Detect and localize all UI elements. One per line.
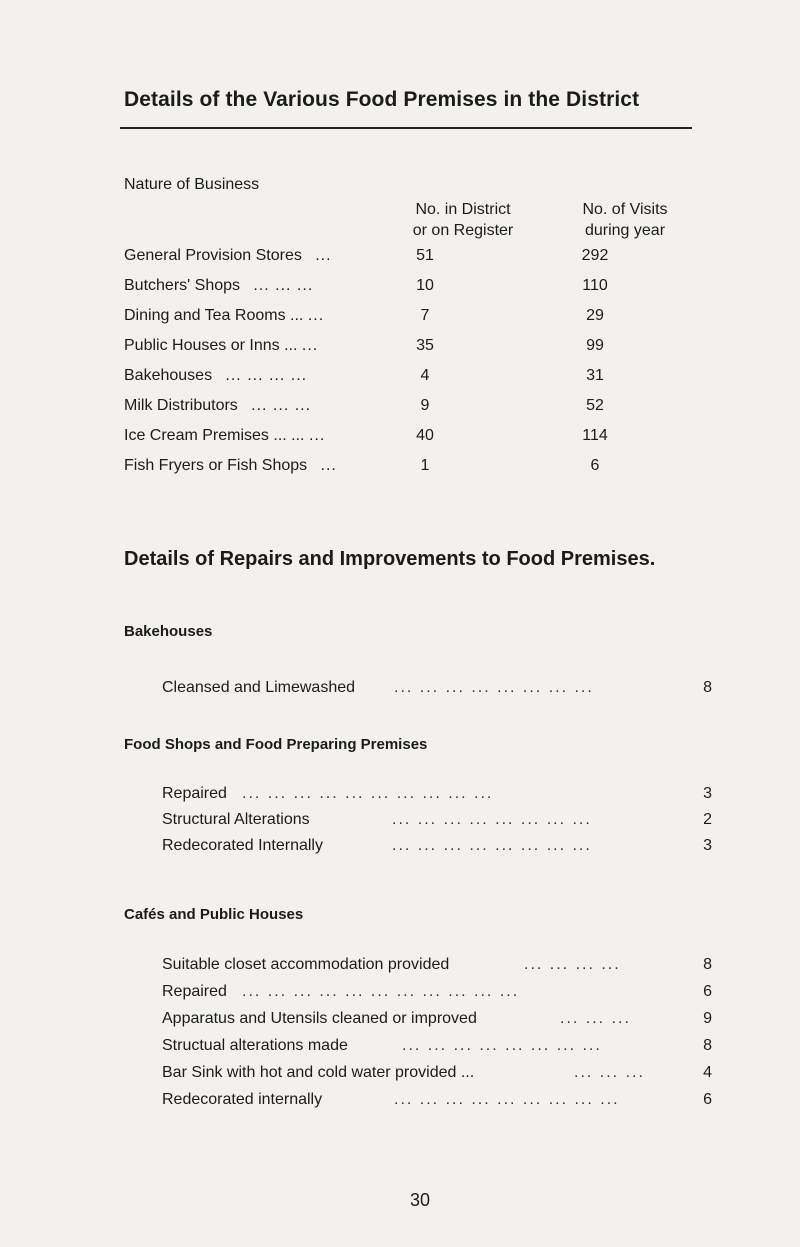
item-label: Bar Sink with hot and cold water provided ... (162, 1064, 475, 1081)
item-leader: ... ... ... ... ... ... ... ... (394, 679, 594, 696)
column-header-register (398, 199, 528, 241)
table-row (124, 337, 694, 363)
item-leader: ... ... ... (560, 1010, 631, 1027)
list-item (162, 811, 712, 835)
row-name: Dining and Tea Rooms ... ... (124, 307, 325, 324)
item-value: 8 (703, 956, 712, 973)
title-rule (120, 127, 692, 129)
register-count: 4 (420, 367, 430, 384)
column-header-visits (560, 199, 690, 241)
row-name: Ice Cream Premises ... ... ... (124, 427, 326, 444)
visits-count: 292 (581, 247, 609, 264)
item-label: Structual alterations made (162, 1037, 348, 1054)
item-leader: ... ... ... ... ... ... ... ... ... (394, 1091, 620, 1108)
table-row (124, 367, 694, 393)
item-label: Repaired (162, 785, 227, 802)
register-count: 9 (420, 397, 430, 414)
list-item (162, 1037, 712, 1061)
visits-count: 52 (586, 397, 604, 414)
visits-count: 31 (586, 367, 604, 384)
row-name: Butchers' Shops ... ... ... (124, 277, 314, 294)
row-name: Public Houses or Inns ... ... (124, 337, 319, 354)
visits-count: 99 (586, 337, 604, 354)
item-label: Redecorated internally (162, 1091, 323, 1108)
section-heading-cafes: Cafés and Public Houses (124, 906, 304, 923)
item-value: 3 (703, 785, 712, 802)
row-dots: ... (320, 457, 337, 474)
register-count: 40 (416, 427, 434, 444)
table-row (124, 277, 694, 303)
register-count: 1 (420, 457, 430, 474)
row-name: General Provision Stores ... (124, 247, 332, 264)
item-value: 2 (703, 811, 712, 828)
item-label: Suitable closet accommodation provided (162, 956, 450, 973)
item-leader: ... ... ... ... ... ... ... ... (392, 837, 592, 854)
item-label: Structural Alterations (162, 811, 310, 828)
register-count: 10 (416, 277, 434, 294)
register-count: 7 (420, 307, 430, 324)
register-count: 51 (416, 247, 434, 264)
repairs-heading: Details of Repairs and Improvements to Food Premises. (124, 548, 656, 570)
list-item (162, 1010, 712, 1034)
row-dots: ... ... ... (253, 277, 314, 294)
list-item (162, 679, 712, 703)
page-title: Details of the Various Food Premises in the District (124, 88, 640, 111)
table-row (124, 307, 694, 333)
row-dots: ... ... ... ... (225, 367, 308, 384)
row-dots: ... (315, 247, 332, 264)
item-value: 8 (703, 1037, 712, 1054)
item-label: Repaired (162, 983, 227, 1000)
table-row (124, 457, 694, 483)
row-name: Bakehouses ... ... ... ... (124, 367, 308, 384)
visits-count: 29 (586, 307, 604, 324)
item-leader: ... ... ... ... ... ... ... ... (402, 1037, 602, 1054)
row-dots: ... (307, 307, 325, 324)
list-item (162, 983, 712, 1007)
visits-count: 6 (590, 457, 600, 474)
item-leader: ... ... ... ... (524, 956, 621, 973)
register-count: 35 (416, 337, 434, 354)
row-name: Milk Distributors ... ... ... (124, 397, 312, 414)
list-item (162, 1064, 712, 1088)
list-item (162, 1091, 712, 1115)
table-row (124, 427, 694, 453)
list-item (162, 837, 712, 861)
row-name: Fish Fryers or Fish Shops ... (124, 457, 337, 474)
item-value: 6 (703, 983, 712, 1000)
column-header-visits-line2: during year (584, 222, 666, 239)
item-leader: ... ... ... ... ... ... ... ... ... ... ... (242, 983, 520, 1000)
item-leader: ... ... ... (574, 1064, 645, 1081)
visits-count: 110 (582, 277, 608, 294)
item-label: Redecorated Internally (162, 837, 323, 854)
list-item (162, 956, 712, 980)
item-value: 8 (703, 679, 712, 696)
row-dots: ... (308, 427, 326, 444)
item-value: 4 (703, 1064, 712, 1081)
page-number: 30 (409, 1190, 431, 1210)
column-header-register-line2: or on Register (412, 222, 514, 239)
item-value: 9 (703, 1010, 712, 1027)
column-header-visits-line1: No. of Visits (582, 201, 668, 218)
list-item (162, 785, 712, 809)
visits-count: 114 (582, 427, 608, 444)
item-value: 6 (703, 1091, 712, 1108)
row-dots: ... (301, 337, 319, 354)
row-dots: ... ... ... (251, 397, 312, 414)
item-label: Apparatus and Utensils cleaned or improved (162, 1010, 477, 1027)
table-row (124, 397, 694, 423)
item-leader: ... ... ... ... ... ... ... ... (392, 811, 592, 828)
table-row (124, 247, 694, 273)
nature-of-business-header: Nature of Business (124, 176, 260, 193)
column-header-register-line1: No. in District (415, 201, 511, 218)
section-heading-food-shops: Food Shops and Food Preparing Premises (124, 736, 428, 753)
section-heading-bakehouses: Bakehouses (124, 623, 213, 640)
item-value: 3 (703, 837, 712, 854)
item-leader: ... ... ... ... ... ... ... ... ... ... (242, 785, 494, 802)
item-label: Cleansed and Limewashed (162, 679, 356, 696)
